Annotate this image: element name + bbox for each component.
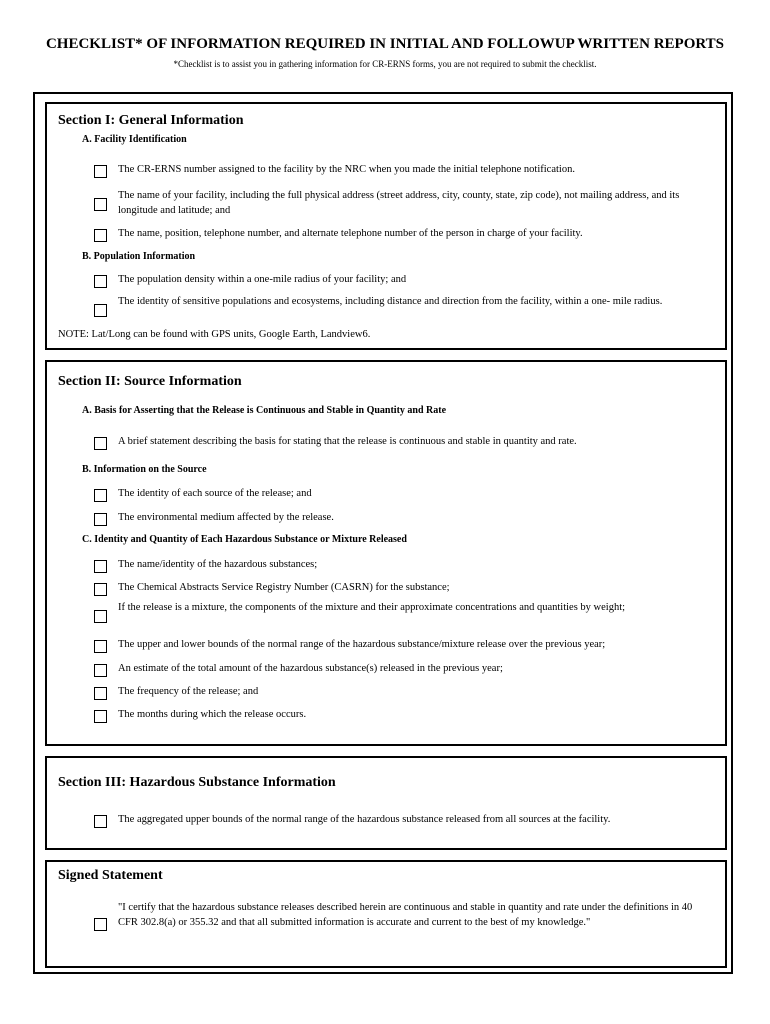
checkbox[interactable] [94, 165, 107, 178]
checklist-item-text: The identity of sensitive populations and ecosystems, including distance and direction from the facility, within a one- mile radius. [118, 296, 663, 307]
checkbox[interactable] [94, 610, 107, 623]
section-signed-statement [45, 860, 727, 968]
checklist-item-text: If the release is a mixture, the components of the mixture and their approximate concentrations and quantities by weight; [118, 602, 626, 613]
checklist-item-text: The identity of each source of the release; and [118, 488, 312, 499]
checkbox[interactable] [94, 275, 107, 288]
checklist-item-text: The upper and lower bounds of the normal range of the hazardous substance/mixture release over the previous year; [118, 639, 606, 650]
checkbox[interactable] [94, 560, 107, 573]
checkbox[interactable] [94, 664, 107, 677]
subsection-heading: B. Information on the Source [82, 464, 207, 475]
subsection-heading: A. Basis for Asserting that the Release is Continuous and Stable in Quantity and Rate [82, 405, 447, 416]
checklist-item-text: The population density within a one-mile radius of your facility; and [118, 274, 407, 285]
checklist-item-text: The CR-ERNS number assigned to the facility by the NRC when you made the initial telephone notification. [118, 164, 575, 175]
checkbox[interactable] [94, 304, 107, 317]
section-title: Section III: Hazardous Substance Information [58, 775, 336, 790]
checklist-item-text: "I certify that the hazardous substance releases described herein are continuous and stable in quantity and rate under the definitions in 40 CFR 302.8(a) or 355.32 and that all submitted information is accurate and current to the best of my knowledge." [118, 902, 693, 928]
checklist-item-text: The name, position, telephone number, and alternate telephone number of the person in charge of your facility. [118, 228, 583, 239]
page-title: CHECKLIST* OF INFORMATION REQUIRED IN INITIAL AND FOLLOWUP WRITTEN REPORTS [45, 36, 725, 52]
page-subtitle: *Checklist is to assist you in gathering information for CR-ERNS forms, you are not required to submit the checklist. [173, 59, 597, 69]
checklist-item-text: The aggregated upper bounds of the normal range of the hazardous substance released from all sources at the facility. [118, 814, 611, 825]
checklist-item-text: The Chemical Abstracts Service Registry Number (CASRN) for the substance; [118, 582, 450, 593]
section-title: Signed Statement [58, 868, 163, 883]
checkbox[interactable] [94, 710, 107, 723]
checklist-item-text: The months during which the release occurs. [118, 709, 307, 720]
checkbox[interactable] [94, 583, 107, 596]
subsection-heading: C. Identity and Quantity of Each Hazardous Substance or Mixture Released [82, 534, 407, 545]
checklist-item-text: The name of your facility, including the full physical address (street address, city, county, state, zip code), not mailing address, and its longitude and latitude; and [118, 190, 680, 216]
section-title: Section I: General Information [58, 113, 244, 128]
checkbox[interactable] [94, 229, 107, 242]
checkbox[interactable] [94, 198, 107, 211]
section-general-information [45, 102, 727, 350]
note-text: NOTE: Lat/Long can be found with GPS units, Google Earth, Landview6. [58, 329, 371, 340]
checklist-item-text: The environmental medium affected by the release. [118, 512, 334, 523]
checkbox[interactable] [94, 687, 107, 700]
checklist-item-text: A brief statement describing the basis for stating that the release is continuous and stable in quantity and rate. [118, 436, 577, 447]
subsection-heading: A. Facility Identification [82, 134, 187, 145]
checklist-item-text: An estimate of the total amount of the hazardous substance(s) released in the previous year; [118, 663, 503, 674]
checklist-item-text: The frequency of the release; and [118, 686, 259, 697]
checkbox[interactable] [94, 918, 107, 931]
section-title: Section II: Source Information [58, 374, 242, 389]
checkbox[interactable] [94, 815, 107, 828]
section-hazardous-substance-information [45, 756, 727, 850]
subsection-heading: B. Population Information [82, 251, 196, 262]
checkbox[interactable] [94, 489, 107, 502]
checkbox[interactable] [94, 437, 107, 450]
section-source-information [45, 360, 727, 746]
checklist-item-text: The name/identity of the hazardous substances; [118, 559, 318, 570]
checkbox[interactable] [94, 513, 107, 526]
checklist-frame [33, 92, 733, 974]
checkbox[interactable] [94, 640, 107, 653]
